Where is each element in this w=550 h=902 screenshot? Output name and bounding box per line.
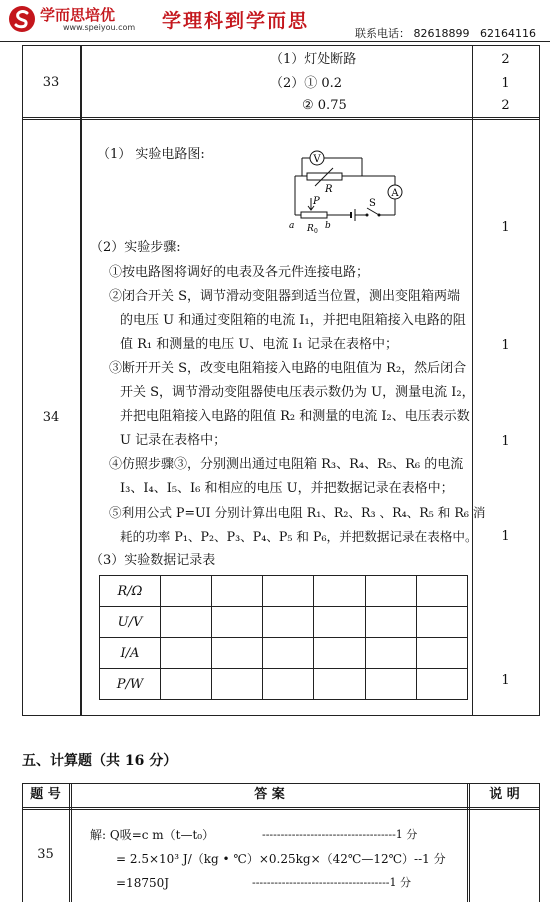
- table-row: [100, 607, 468, 638]
- q34-number: 34: [42, 410, 60, 425]
- q34-part2-label: （2）实验步骤:: [90, 240, 181, 255]
- speiyou-logo-icon: [7, 4, 37, 34]
- table-row: [100, 638, 468, 669]
- q34-score-5: 1: [501, 673, 510, 688]
- q34-score-4: 1: [501, 529, 510, 544]
- q33-score-1: 2: [501, 52, 510, 67]
- q35-line-1: 解: Q吸=c m（t—t₀）: [90, 828, 215, 842]
- q34-step-3c: 并把电阻箱接入电路的阻值 R₂ 和测量的电流 I₂、电压表示数: [120, 409, 470, 424]
- q34-step-4b: I₃、I₄、I₅、I₆ 和相应的电压 U，并把数据记录在表格中；: [120, 481, 454, 496]
- q34-part1-label: （1） 实验电路图:: [97, 147, 205, 162]
- answer-table: [22, 45, 540, 716]
- rheostat-end-b: b: [325, 221, 331, 231]
- table-row: [100, 669, 468, 700]
- q33-number: 33: [42, 75, 60, 90]
- slogan: 学理科到学而思: [162, 10, 310, 32]
- q34-step-3a: ③断开开关 S，改变电阻箱接入电路的电阻值为 R₂，然后闭合: [109, 361, 467, 376]
- rheostat-sub: 0: [314, 228, 318, 235]
- q33-score-3: 2: [501, 98, 510, 113]
- phone-info: [355, 25, 536, 41]
- q35-line-3-tail: -------------------------------------1 分: [252, 876, 412, 889]
- header-answer: 答 案: [254, 787, 285, 802]
- q35-line-1-tail: ------------------------------------1 分: [262, 828, 418, 841]
- q34-step-4a: ④仿照步骤③，分别测出通过电阻箱 R₃、R₄、R₅、R₆ 的电流: [109, 457, 464, 472]
- website: www.speiyou.com: [63, 23, 136, 32]
- section-5-title: 五、计算题（共 16 分）: [22, 753, 178, 769]
- q33-line-3: ② 0.75: [302, 98, 347, 113]
- row-label-current: I/A: [100, 638, 161, 669]
- q34-step-5b: 耗的功率 P₁、P₂、P₃、P₄、P₅ 和 P₆，并把数据记录在表格中。: [120, 529, 478, 544]
- q34-score-2: 1: [501, 338, 510, 353]
- q34-score-3: 1: [501, 434, 510, 449]
- q34-score-1: 1: [501, 220, 510, 235]
- rheostat-label: R: [307, 224, 314, 234]
- table-row: [100, 576, 468, 607]
- q34-part3-label: （3）实验数据记录表: [90, 553, 216, 568]
- brand-name: 学而思培优: [40, 6, 116, 24]
- q34-step-1: ①按电路图将调好的电表及各元件连接电路；: [109, 265, 370, 280]
- ammeter-label: A: [391, 188, 399, 199]
- row-label-resistance: R/Ω: [100, 576, 161, 607]
- circuit-diagram: [287, 140, 407, 240]
- q34-step-2a: ②闭合开关 S，调节滑动变阻器到适当位置，测出变阻箱两端: [109, 289, 461, 304]
- q34-step-2b: 的电压 U 和通过变阻箱的电流 I₁，并把电阻箱接入电路的阻: [120, 313, 466, 328]
- slider-label: P: [313, 196, 320, 207]
- q34-step-3d: U 记录在表格中；: [120, 433, 227, 448]
- header-divider: [0, 41, 550, 42]
- q35-line-2: = 2.5×10³ J/（kg • ℃）×0.25kg×（42℃—12℃）--1 分: [116, 852, 446, 866]
- switch-label: S: [369, 198, 376, 209]
- rheostat-end-a: a: [289, 221, 295, 231]
- calc-table: [22, 783, 540, 902]
- q33-line-1: （1）灯处断路: [270, 52, 357, 67]
- q35-number: 35: [37, 847, 54, 862]
- q34-step-5a: ⑤利用公式 P=UI 分别计算出电阻 R₁、R₂、R₃ 、R₄、R₅ 和 R₆ 消: [109, 505, 486, 520]
- q33-line-2: （2）① 0.2: [270, 76, 343, 91]
- row-label-power: P/W: [100, 669, 161, 700]
- page-header: [0, 0, 550, 42]
- header-number: 题 号: [30, 787, 61, 802]
- row-label-voltage: U/V: [100, 607, 161, 638]
- data-record-table: [99, 575, 468, 700]
- phone-2: 62164116: [480, 27, 536, 40]
- resistor-label: R: [325, 184, 333, 195]
- q33-score-2: 1: [501, 76, 510, 91]
- phone-1: 82618899: [413, 27, 470, 40]
- voltmeter-label: V: [313, 154, 321, 165]
- q35-line-3: =18750J: [116, 876, 170, 890]
- phone-label: 联系电话：: [355, 27, 410, 40]
- q34-step-2c: 值 R₁ 和测量的电压 U、电流 I₁ 记录在表格中；: [120, 337, 398, 352]
- q34-step-3b: 开关 S，调节滑动变阻器使电压表示数仍为 U，测量电流 I₂，: [120, 385, 475, 400]
- header-note: 说 明: [489, 787, 520, 802]
